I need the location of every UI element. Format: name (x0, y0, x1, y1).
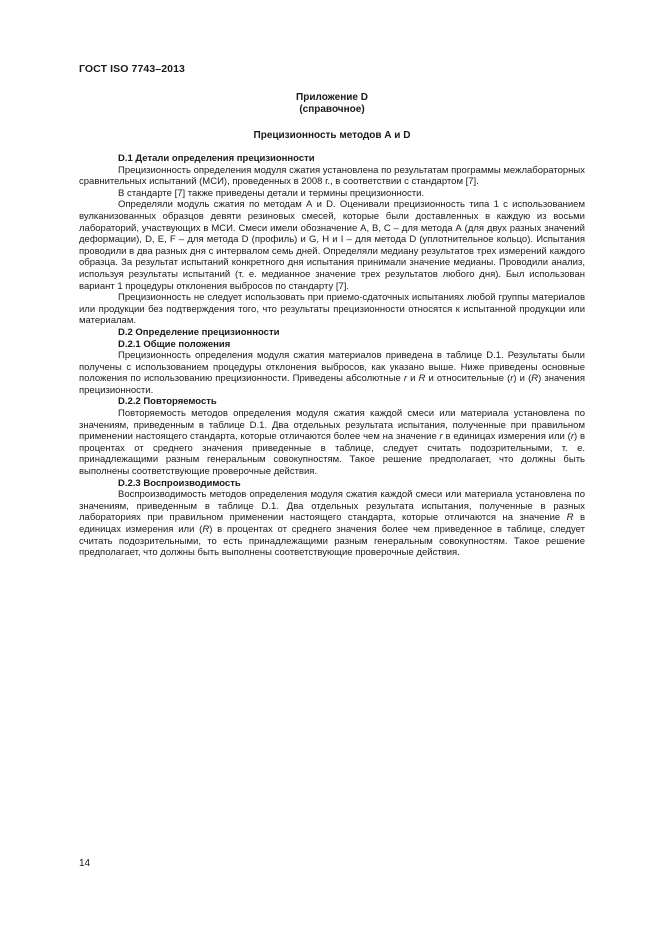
annex-subtitle: (справочное) (299, 104, 365, 115)
section-d2-title: D.2 Определение прецизионности (118, 326, 280, 338)
symbol-r: r (439, 431, 443, 443)
text-run: Прецизионность определения модуля сжатия материалов приведена в таблице D.1. Результаты были получены с использованием процедуры отклонения выбросов, как указано выше. Ниже приведены основные положения по использованию прецизионности. Приведены абсолютные (79, 350, 585, 385)
paragraph (79, 489, 585, 559)
annex-heading: Прецизионность методов А и D (253, 130, 411, 141)
text-run: и относительные ( (425, 373, 511, 385)
text-run: Воспроизводимость методов определения модуля сжатия каждой смеси или материала установлена по значениям, приведенным в таблице D.1. Два отдельных результата испытания, полученные в разных лабораториях при правильном применении настоящего стандарта, которые отличаются на значение (79, 489, 585, 524)
text-run: в единицах измерения или ( (79, 512, 586, 535)
text-run: ) значения прецизионности. (79, 373, 585, 396)
symbol-R: R (418, 373, 426, 385)
page-number: 14 (79, 858, 91, 869)
section-d21-title: D.2.1 Общие положения (118, 338, 231, 350)
text-run: ) в процентах от среднего значения более чем приведенное в таблице, следует считать подозрительными, то есть принадлежащими разным генеральным совокупностям. Такое решение предполагает, что должны быть выполнены соответствующие проверочные действия. (79, 524, 585, 559)
symbol-r: r (570, 431, 574, 443)
text-run: ) в процентах от среднего значения приведенные в таблице, следует считать подозрительными, т. е. принадлежащими разным генеральным совокупностям. Такое решение предполагает, что должны быть выполнены соответствующие проверочные действия. (79, 431, 585, 478)
symbol-R: R (566, 512, 574, 524)
text-run: ) и ( (513, 373, 532, 385)
text-run: и (407, 373, 419, 385)
paragraph: Прецизионность не следует использовать при приемо-сдаточных испытаниях любой группы материалов или продукции без подтверждения того, что результаты прецизионности относятся к испытанной продукции или материалам. (79, 292, 585, 327)
paragraph: Прецизионность определения модуля сжатия установлена по результатам программы межлабораторных сравнительных испытаний (МСИ), проведенных в 2008 г., в соответствии с стандартом [7]. (79, 164, 585, 188)
section-d1-title: D.1 Детали определения прецизионности (118, 153, 315, 164)
symbol-r: r (403, 373, 408, 385)
paragraph (79, 408, 585, 478)
section-d23-title: D.2.3 Воспроизводимость (118, 477, 241, 489)
paragraph (79, 350, 585, 396)
paragraph: Определяли модуль сжатия по методам А и D. Оценивали прецизионность типа 1 с использованием вулканизованных образцов девяти резиновых смесей, которые были доставленных в каждую из восьми лабораторий, участвующих в МСИ. Смеси имели обозначение А, В, С – для метода А (для двух разных значений деформации), D, E, F – для метода D (профиль) и G, H и I – для метода D (уплотнительное кольцо). Испытания проводили в два разных дня с интервалом семь дней. Определяли медиану результатов трех измерений каждого образца. За результат испытаний конкретного дня испытания принимали значение медианы. Проводили анализ, используя результаты испытаний (т. е. медианное значение трех результатов любого дня). Был использован вариант 1 процедуры отклонения выбросов по стандарту [7]. (79, 199, 585, 292)
document-code: ГОСТ ISO 7743–2013 (79, 63, 185, 75)
text-run: в единицах измерения или ( (442, 431, 571, 443)
symbol-R: R (531, 373, 539, 385)
symbol-r: r (510, 373, 514, 385)
annex-title: Приложение D (296, 92, 368, 103)
section-d22-title: D.2.2 Повторяемость (118, 396, 217, 408)
document-body (79, 153, 585, 559)
paragraph: В стандарте [7] также приведены детали и термины прецизионности. (118, 187, 425, 199)
symbol-R: R (202, 524, 210, 535)
text-run: Повторяемость методов определения модуля сжатия каждой смеси или материала установлена по значениям, приведенным в таблице D.1. Два отдельных результата испытания, полученные при правильном применении настоящего стандарта, которые отличаются более чем на значение (79, 408, 585, 443)
